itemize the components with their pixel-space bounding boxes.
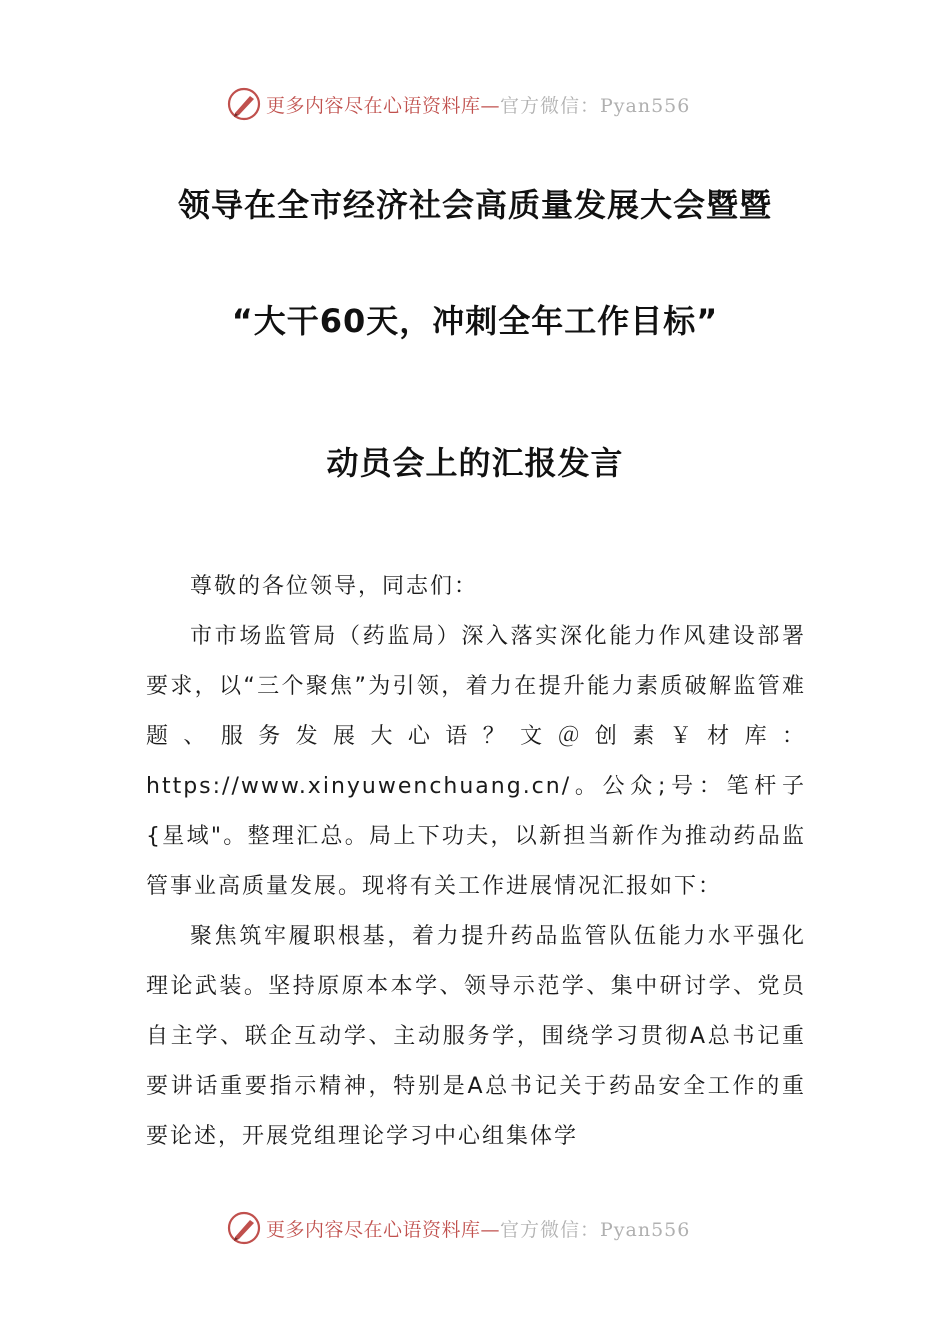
- paragraph-2: 聚焦筑牢履职根基，着力提升药品监管队伍能力水平强化理论武装。坚持原原本本学、领导示范学、集中研讨学、党员自主学、联企互动学、主动服务学，围绕学习贯彻A总书记重要讲话重要指示精神，特别是A总书记关于药品安全工作的重要论述，开展党组理论学习中心组集体学: [146, 924, 806, 1149]
- header-watermark-banner: [226, 84, 746, 124]
- banner-wechat: 官方微信：Pyan556: [500, 94, 691, 117]
- paragraph-1: 市市场监管局（药监局）深入落实深化能力作风建设部署要求，以“三个聚焦”为引领，着力在提升能力素质破解监管难题、服务发展大心语？文＠创素￥材库：https://www.xinyuwenchuang.cn/。公众;号：笔杆子{星域"。整理汇总。局上下功夫，以新担当新作为推动药品监管事业高质量发展。现将有关工作进展情况汇报如下：: [146, 624, 806, 899]
- banner-text: 更多内容尽在心语资料库—: [266, 94, 501, 117]
- pen-logo-icon: [226, 1210, 262, 1246]
- pen-logo-icon: [226, 86, 262, 122]
- salutation: 尊敬的各位领导，同志们：: [190, 574, 479, 599]
- title-line-3: 动员会上的汇报发言: [326, 444, 624, 482]
- document-body: [146, 562, 806, 1162]
- banner-text: 更多内容尽在心语资料库—: [266, 1218, 501, 1241]
- footer-watermark-banner: [226, 1208, 746, 1248]
- title-line-2: “大干60天，冲刺全年工作目标”: [231, 302, 719, 340]
- title-line-1: 领导在全市经济社会高质量发展大会暨暨: [177, 186, 772, 224]
- banner-wechat: 官方微信：Pyan556: [500, 1218, 691, 1241]
